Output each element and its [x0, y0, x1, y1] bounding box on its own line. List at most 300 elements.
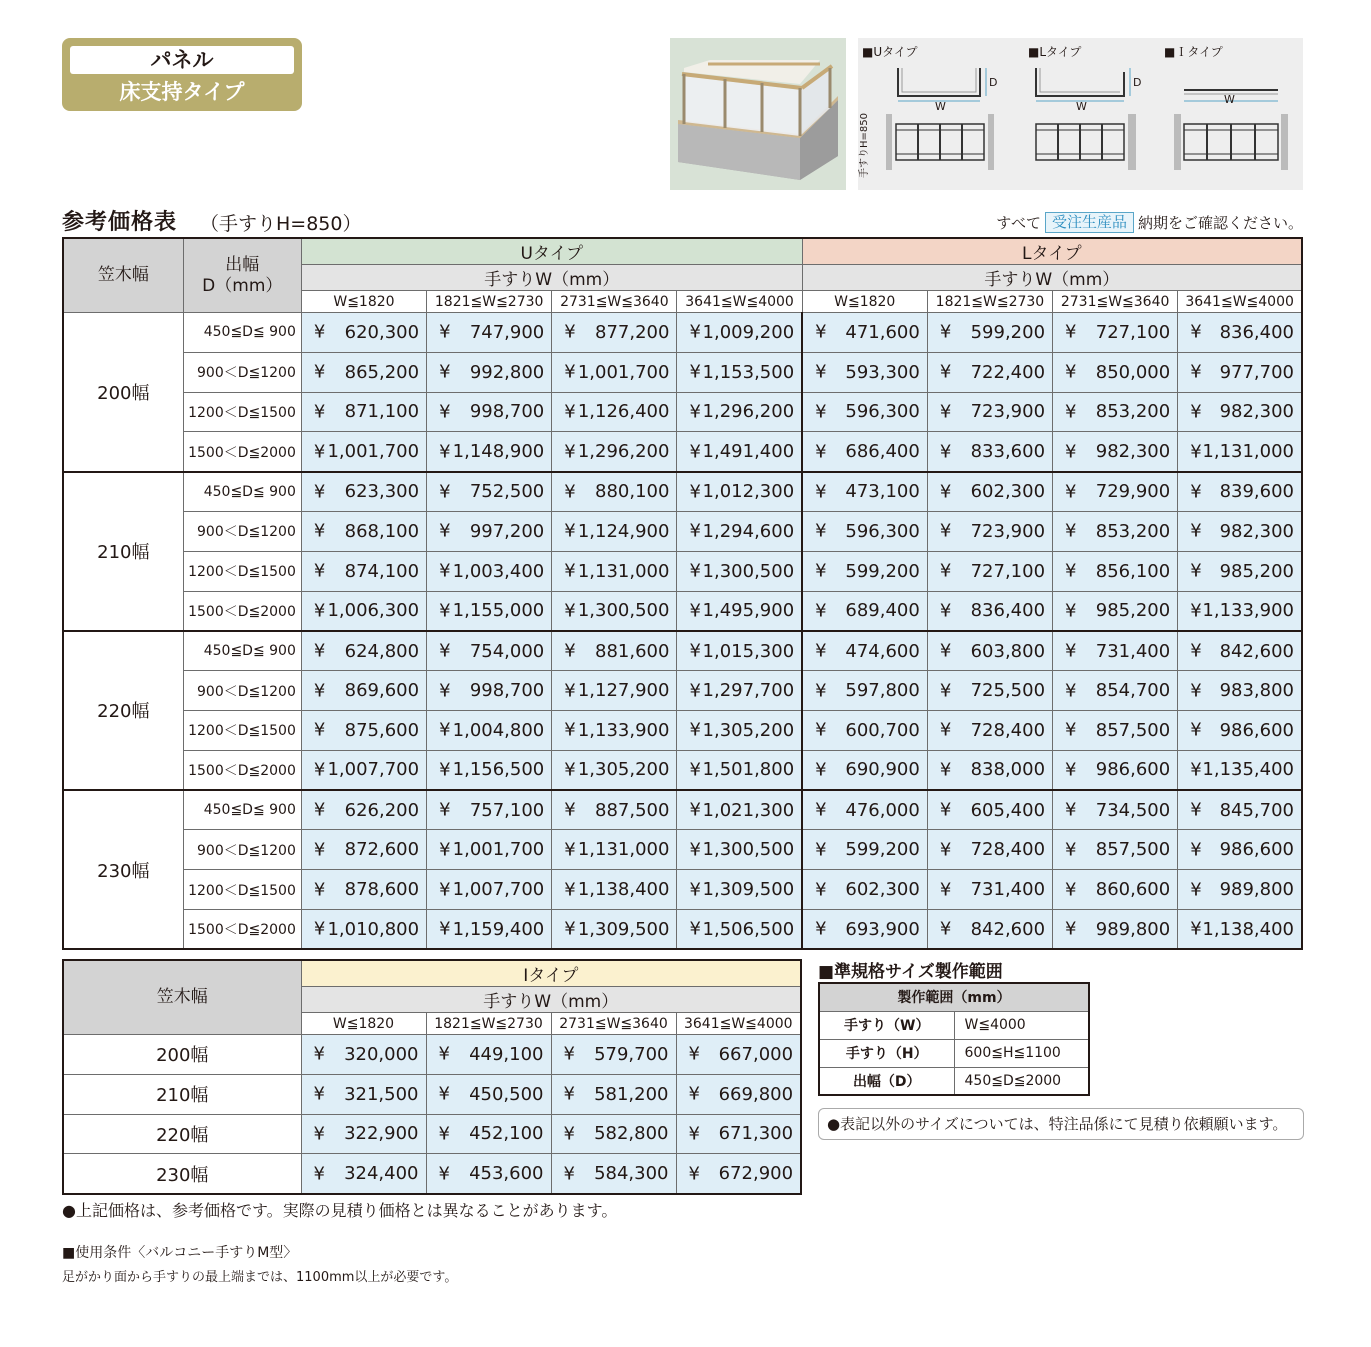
u-type-price-cell [427, 591, 552, 631]
yen-symbol: ¥ [313, 799, 326, 821]
yen-symbol: ¥ [1065, 481, 1077, 503]
yen-symbol: ¥ [1065, 520, 1077, 542]
yen-symbol: ¥ [313, 321, 326, 343]
i-type-table-body [63, 1035, 801, 1194]
l-type-price-cell [1178, 870, 1302, 910]
yen-symbol: ¥ [313, 719, 326, 741]
balcony-railing-illustration [670, 38, 846, 190]
depth-header [183, 238, 301, 313]
l-type-header: Lタイプ [802, 238, 1302, 265]
u-type-price-cell [552, 710, 677, 750]
yen-symbol: ¥ [939, 361, 952, 383]
yen-symbol: ¥ [313, 839, 326, 861]
kasagi-width-cell: 210幅 [63, 472, 183, 631]
u-type-price-cell [427, 790, 552, 830]
price-value: 869,600 [344, 680, 420, 702]
price-value: 998,700 [469, 401, 545, 423]
depth-header-line2: D（mm） [202, 275, 283, 296]
price-value: 1,297,700 [702, 680, 795, 702]
price-value: 998,700 [469, 680, 545, 702]
yen-symbol: ¥ [564, 680, 576, 702]
u-type-price-cell [301, 472, 426, 512]
price-value: 321,500 [344, 1083, 419, 1105]
i-type-price-cell [426, 1154, 551, 1194]
yen-symbol: ¥ [564, 839, 576, 861]
price-value: 1,148,900 [452, 441, 545, 463]
u-type-price-cell [677, 909, 802, 949]
l-type-price-cell [1178, 671, 1302, 711]
i-type-price-cell [301, 1114, 426, 1154]
yen-symbol: ¥ [438, 1043, 450, 1065]
price-value: 593,300 [845, 361, 920, 383]
u-type-price-cell [677, 551, 802, 591]
i-type-price-cell [551, 1035, 676, 1075]
u-type-price-cell [301, 591, 426, 631]
yen-symbol: ¥ [815, 361, 827, 383]
yen-symbol: ¥ [439, 759, 451, 781]
yen-symbol: ¥ [1065, 680, 1077, 702]
price-value: 1,131,000 [1202, 441, 1294, 463]
yen-symbol: ¥ [1065, 361, 1077, 383]
i-type-price-cell [676, 1074, 801, 1114]
price-value: 752,500 [469, 481, 545, 503]
price-value: 871,100 [344, 401, 420, 423]
l-type-price-cell [1178, 511, 1302, 551]
yen-symbol: ¥ [439, 520, 451, 542]
yen-symbol: ¥ [939, 441, 952, 463]
depth-range-cell: 1200＜D≦1500 [183, 551, 301, 591]
yen-symbol: ¥ [439, 680, 451, 702]
price-value: 596,300 [845, 520, 920, 542]
depth-range-cell: 450≦D≦ 900 [183, 313, 301, 353]
l-type-price-cell [1178, 432, 1302, 472]
u-range-header: 3641≦W≦4000 [677, 291, 802, 313]
price-value: 1,300,500 [702, 839, 795, 861]
yen-symbol: ¥ [313, 481, 326, 503]
price-value: 1,001,700 [452, 839, 545, 861]
price-value: 838,000 [970, 759, 1046, 781]
yen-symbol: ¥ [1190, 759, 1202, 781]
i-type-price-cell [301, 1154, 426, 1194]
price-value: 1,305,200 [577, 759, 670, 781]
yen-symbol: ¥ [564, 799, 576, 821]
notice-prefix: すべて [996, 214, 1041, 232]
type-diagrams-panel [858, 38, 1303, 190]
yen-symbol: ¥ [1065, 759, 1077, 781]
l-type-price-cell [802, 432, 927, 472]
price-value: 747,900 [469, 321, 545, 343]
price-value: 624,800 [344, 640, 420, 662]
u-type-price-cell [427, 472, 552, 512]
price-value: 1,009,200 [702, 321, 795, 343]
yen-symbol: ¥ [313, 759, 326, 781]
i-type-price-cell [301, 1035, 426, 1075]
yen-symbol: ¥ [439, 560, 451, 582]
yen-symbol: ¥ [689, 560, 701, 582]
spec-value: 450≦D≦2000 [954, 1067, 1089, 1095]
yen-symbol: ¥ [689, 321, 701, 343]
table-row [63, 710, 1302, 750]
depth-range-cell: 900＜D≦1200 [183, 352, 301, 392]
u-type-price-cell [427, 511, 552, 551]
u-type-price-cell [552, 313, 677, 353]
l-type-price-cell [802, 591, 927, 631]
usage-conditions-body: 足がかり面から手すりの最上端までは、1100mm以上が必要です。 [62, 1270, 458, 1285]
yen-symbol: ¥ [939, 600, 952, 622]
yen-symbol: ¥ [1065, 640, 1077, 662]
u-type-price-cell [552, 591, 677, 631]
yen-symbol: ¥ [815, 441, 827, 463]
depth-range-cell: 450≦D≦ 900 [183, 631, 301, 671]
u-type-price-cell [427, 551, 552, 591]
yen-symbol: ¥ [1190, 719, 1202, 741]
u-type-price-cell [427, 671, 552, 711]
price-value: 672,900 [718, 1163, 794, 1185]
made-to-order-notice [996, 212, 1303, 233]
yen-symbol: ¥ [438, 1083, 450, 1105]
price-value: 839,600 [1219, 481, 1294, 503]
l-type-price-cell [927, 432, 1052, 472]
price-value: 982,300 [1219, 401, 1294, 423]
yen-symbol: ¥ [815, 401, 827, 423]
l-type-price-cell [802, 551, 927, 591]
price-value: 850,000 [1095, 361, 1171, 383]
price-value: 880,100 [595, 481, 670, 503]
yen-symbol: ¥ [689, 600, 701, 622]
price-value: 602,300 [845, 879, 920, 901]
price-value: 1,300,500 [702, 560, 795, 582]
u-range-header: 1821≦W≦2730 [427, 291, 552, 313]
price-value: 1,001,700 [577, 361, 670, 383]
u-type-price-cell [301, 710, 426, 750]
yen-symbol: ¥ [1190, 321, 1202, 343]
depth-range-cell: 1500＜D≦2000 [183, 909, 301, 949]
u-type-price-cell [677, 591, 802, 631]
price-value: 1,506,500 [702, 918, 795, 940]
table-row [63, 870, 1302, 910]
price-value: 986,600 [1219, 719, 1294, 741]
yen-symbol: ¥ [939, 640, 952, 662]
price-value: 474,600 [845, 640, 920, 662]
yen-symbol: ¥ [1190, 918, 1202, 940]
price-value: 603,800 [970, 640, 1046, 662]
price-value: 887,500 [595, 799, 670, 821]
l-type-price-cell [1178, 313, 1302, 353]
price-value: 842,600 [970, 918, 1046, 940]
yen-symbol: ¥ [1065, 401, 1077, 423]
price-value: 1,126,400 [577, 401, 670, 423]
u-type-price-cell [552, 909, 677, 949]
yen-symbol: ¥ [689, 759, 701, 781]
price-value: 731,400 [1095, 640, 1171, 662]
price-value: 729,900 [1095, 481, 1171, 503]
yen-symbol: ¥ [815, 719, 827, 741]
u-type-price-cell [301, 830, 426, 870]
depth-range-cell: 1500＜D≦2000 [183, 432, 301, 472]
table-row [63, 392, 1302, 432]
u-type-price-cell [677, 631, 802, 671]
price-value: 1,495,900 [702, 600, 795, 622]
yen-symbol: ¥ [1065, 600, 1077, 622]
yen-symbol: ¥ [313, 918, 326, 940]
u-range-header: W≦1820 [301, 291, 426, 313]
u-type-price-cell [301, 909, 426, 949]
price-value: 982,300 [1219, 520, 1294, 542]
l-type-price-cell [802, 870, 927, 910]
l-type-price-cell [1178, 551, 1302, 591]
yen-symbol: ¥ [815, 600, 827, 622]
depth-range-cell: 900＜D≦1200 [183, 671, 301, 711]
yen-symbol: ¥ [313, 361, 326, 383]
price-value: 449,100 [469, 1043, 544, 1065]
yen-symbol: ¥ [563, 1043, 575, 1065]
yen-symbol: ¥ [313, 879, 326, 901]
i-type-price-cell [676, 1035, 801, 1075]
yen-symbol: ¥ [815, 321, 827, 343]
i-width-letter: W [1224, 93, 1235, 106]
price-value: 689,400 [845, 600, 920, 622]
yen-symbol: ¥ [1065, 560, 1077, 582]
yen-symbol: ¥ [1065, 839, 1077, 861]
l-type-price-cell [927, 511, 1052, 551]
l-type-price-cell [1053, 392, 1178, 432]
price-value: 1,012,300 [702, 481, 795, 503]
yen-symbol: ¥ [939, 401, 952, 423]
table-row [63, 1035, 801, 1075]
yen-symbol: ¥ [939, 759, 952, 781]
yen-symbol: ¥ [815, 560, 827, 582]
yen-symbol: ¥ [689, 879, 701, 901]
price-value: 1,296,200 [702, 401, 795, 423]
l-type-price-cell [1178, 352, 1302, 392]
yen-symbol: ¥ [689, 441, 701, 463]
l-type-price-cell [1053, 551, 1178, 591]
yen-symbol: ¥ [439, 879, 451, 901]
price-value: 856,100 [1095, 560, 1171, 582]
price-value: 989,800 [1219, 879, 1294, 901]
price-value: 473,100 [845, 481, 920, 503]
price-value: 1,153,500 [702, 361, 795, 383]
u-type-price-cell [301, 790, 426, 830]
yen-symbol: ¥ [1190, 520, 1202, 542]
price-value: 1,309,500 [702, 879, 795, 901]
yen-symbol: ¥ [313, 680, 326, 702]
yen-symbol: ¥ [1190, 879, 1202, 901]
price-value: 322,900 [344, 1123, 419, 1145]
i-range-header: 3641≦W≦4000 [676, 1013, 801, 1035]
depth-range-cell: 1500＜D≦2000 [183, 750, 301, 790]
yen-symbol: ¥ [1190, 680, 1202, 702]
table-row [63, 352, 1302, 392]
price-value: 865,200 [344, 361, 420, 383]
i-type-price-table [62, 959, 802, 1195]
price-value: 1,007,700 [327, 759, 420, 781]
l-type-label: ■Lタイプ [1028, 45, 1082, 59]
u-type-price-cell [427, 909, 552, 949]
l-type-price-cell [802, 392, 927, 432]
table-row [63, 313, 1302, 353]
yen-symbol: ¥ [939, 680, 952, 702]
price-value: 582,800 [594, 1123, 669, 1145]
price-value: 874,100 [344, 560, 420, 582]
price-value: 671,300 [718, 1123, 794, 1145]
l-type-price-cell [1053, 710, 1178, 750]
price-value: 453,600 [469, 1163, 544, 1185]
u-type-plan-icon [886, 68, 994, 170]
price-value: 1,007,700 [452, 879, 545, 901]
price-value: 723,900 [970, 520, 1046, 542]
yen-symbol: ¥ [939, 918, 952, 940]
category-badge [62, 38, 302, 111]
u-type-price-cell [552, 750, 677, 790]
l-range-header: W≦1820 [802, 291, 927, 313]
u-type-price-cell [301, 352, 426, 392]
price-value: 857,500 [1095, 719, 1171, 741]
yen-symbol: ¥ [313, 1163, 325, 1185]
yen-symbol: ¥ [689, 520, 701, 542]
l-type-price-cell [927, 352, 1052, 392]
price-value: 725,500 [970, 680, 1046, 702]
u-type-price-cell [301, 392, 426, 432]
yen-symbol: ¥ [689, 918, 701, 940]
price-value: 1,001,700 [327, 441, 420, 463]
price-value: 977,700 [1219, 361, 1294, 383]
yen-symbol: ¥ [689, 799, 701, 821]
spec-value: 600≦H≦1100 [954, 1039, 1089, 1067]
handrail-height-label: 手すりH=850 [859, 113, 870, 178]
l-type-price-cell [802, 631, 927, 671]
price-value: 985,200 [1219, 560, 1294, 582]
price-value: 983,800 [1219, 680, 1294, 702]
u-type-price-cell [301, 551, 426, 591]
yen-symbol: ¥ [939, 520, 952, 542]
spec-range-title: ■準規格サイズ製作範囲 [818, 962, 1003, 982]
table-row [63, 472, 1302, 512]
notice-suffix: 納期をご確認ください。 [1137, 214, 1303, 232]
l-type-price-cell [1053, 352, 1178, 392]
price-value: 1,159,400 [452, 918, 545, 940]
yen-symbol: ¥ [1065, 321, 1077, 343]
l-type-price-cell [927, 313, 1052, 353]
price-value: 605,400 [970, 799, 1046, 821]
i-handrail-w-header: 手すりW（mm） [301, 987, 801, 1013]
u-type-price-cell [427, 631, 552, 671]
u-type-price-cell [427, 830, 552, 870]
l-type-price-cell [927, 591, 1052, 631]
u-type-price-cell [427, 750, 552, 790]
u-type-price-cell [552, 830, 677, 870]
price-value: 754,000 [469, 640, 545, 662]
u-type-price-cell [677, 710, 802, 750]
depth-range-cell: 900＜D≦1200 [183, 830, 301, 870]
price-value: 1,501,800 [702, 759, 795, 781]
price-value: 985,200 [1095, 600, 1171, 622]
yen-symbol: ¥ [1190, 600, 1202, 622]
price-value: 875,600 [344, 719, 420, 741]
price-value: 620,300 [344, 321, 420, 343]
custom-size-note: ●表記以外のサイズについては、特注品係にて見積り依頼願います。 [818, 1108, 1304, 1140]
l-type-price-cell [802, 472, 927, 512]
l-type-price-cell [802, 909, 927, 949]
yen-symbol: ¥ [439, 401, 451, 423]
u-type-header: Uタイプ [301, 238, 802, 265]
u-type-price-cell [301, 870, 426, 910]
price-value: 320,000 [344, 1043, 419, 1065]
l-width-letter: W [1076, 100, 1087, 113]
l-type-price-cell [1178, 710, 1302, 750]
depth-range-cell: 1500＜D≦2000 [183, 591, 301, 631]
price-value: 1,309,500 [577, 918, 670, 940]
l-type-price-cell [802, 671, 927, 711]
table-row [63, 511, 1302, 551]
l-depth-letter: D [1133, 76, 1142, 89]
yen-symbol: ¥ [815, 759, 827, 781]
yen-symbol: ¥ [689, 839, 701, 861]
price-table-subtitle: （手すりH=850） [200, 213, 362, 235]
l-range-header: 1821≦W≦2730 [927, 291, 1052, 313]
l-type-price-cell [1053, 750, 1178, 790]
price-value: 868,100 [344, 520, 420, 542]
yen-symbol: ¥ [1190, 361, 1202, 383]
price-value: 693,900 [845, 918, 920, 940]
yen-symbol: ¥ [439, 719, 451, 741]
l-type-price-cell [1053, 432, 1178, 472]
yen-symbol: ¥ [438, 1123, 450, 1145]
kasagi-width-header: 笠木幅 [63, 238, 183, 313]
price-value: 833,600 [970, 441, 1046, 463]
price-value: 452,100 [469, 1123, 544, 1145]
l-type-price-cell [802, 790, 927, 830]
yen-symbol: ¥ [815, 520, 827, 542]
l-type-price-cell [1178, 909, 1302, 949]
yen-symbol: ¥ [939, 879, 952, 901]
yen-symbol: ¥ [1065, 879, 1077, 901]
yen-symbol: ¥ [564, 600, 576, 622]
u-type-price-cell [552, 631, 677, 671]
l-type-price-cell [927, 671, 1052, 711]
u-type-price-cell [677, 472, 802, 512]
kasagi-width-cell: 200幅 [63, 1035, 301, 1075]
u-type-price-cell [677, 870, 802, 910]
price-value: 853,200 [1095, 401, 1171, 423]
price-value: 1,135,400 [1202, 759, 1294, 781]
l-type-price-cell [927, 392, 1052, 432]
price-value: 1,015,300 [702, 640, 795, 662]
price-value: 836,400 [1219, 321, 1294, 343]
kasagi-width-cell: 230幅 [63, 790, 183, 949]
price-value: 986,600 [1095, 759, 1171, 781]
yen-symbol: ¥ [1190, 481, 1202, 503]
price-value: 667,000 [718, 1043, 794, 1065]
price-table-title: 参考価格表 [62, 210, 178, 235]
yen-symbol: ¥ [564, 719, 576, 741]
price-value: 992,800 [469, 361, 545, 383]
u-type-price-cell [552, 671, 677, 711]
yen-symbol: ¥ [439, 361, 451, 383]
u-depth-letter: D [989, 76, 998, 89]
price-value: 734,500 [1095, 799, 1171, 821]
yen-symbol: ¥ [815, 481, 827, 503]
price-value: 1,006,300 [327, 600, 420, 622]
u-type-price-cell [301, 671, 426, 711]
price-value: 471,600 [845, 321, 920, 343]
l-type-price-cell [802, 710, 927, 750]
yen-symbol: ¥ [439, 839, 451, 861]
depth-range-cell: 900＜D≦1200 [183, 511, 301, 551]
yen-symbol: ¥ [313, 1043, 325, 1065]
price-value: 690,900 [845, 759, 920, 781]
yen-symbol: ¥ [564, 401, 576, 423]
